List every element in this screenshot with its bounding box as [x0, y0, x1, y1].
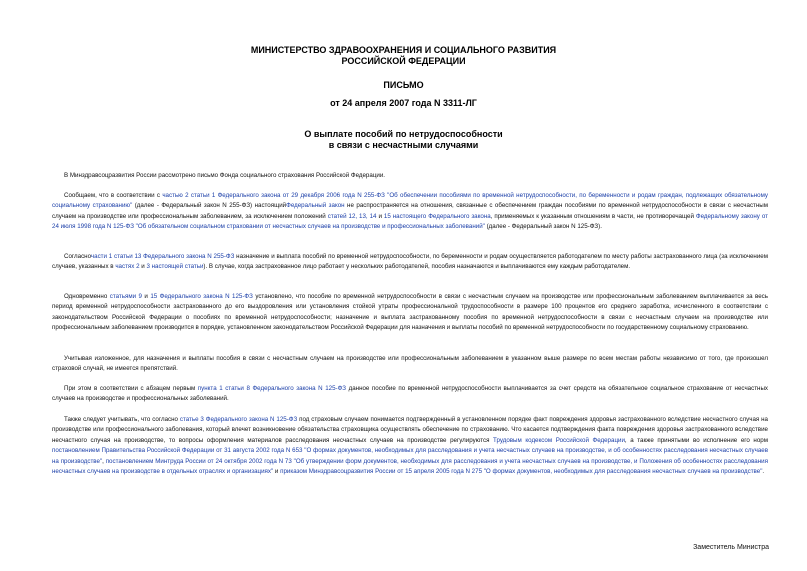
document-type: ПИСЬМО [383, 80, 424, 90]
text: не распространяется на отношения, связанные с обеспечением граждан пособиями по временной нетрудоспособности в связи с несчастным случаем на производстве или профессиональным заболеванием, за исключением положений [52, 202, 769, 220]
text: и [376, 212, 384, 220]
paragraph-5: Учитывая изложенное, для назначения и выплаты пособия в связи с несчастным случаем на производстве или профессиональным заболеванием в указанном выше размере по всем местам работы независимо от того, где произошел страховой случай, не имеется препятствий. [52, 355, 768, 373]
paragraph-1: В Минздравсоцразвития России рассмотрено письмо Фонда социального страхования Российской Федерации. [64, 172, 385, 179]
law-link[interactable]: приказом Минздравсоцразвития России от 15 апреля 2005 года N 275 "О формах документов, необходимых для расследования несчастных случаев на производстве" [280, 468, 763, 476]
text: , применяемых к указанным отношениям в части, не противоречащей [490, 212, 696, 220]
law-link[interactable]: статей 12, 13, 14 [327, 212, 377, 220]
ministry-line-1: МИНИСТЕРСТВО ЗДРАВООХРАНЕНИЯ И СОЦИАЛЬНОГО РАЗВИТИЯ [250, 45, 557, 55]
text: и [273, 468, 281, 476]
law-link[interactable]: частях 2 [115, 263, 140, 271]
law-link[interactable]: пункта 1 статьи 8 Федерального закона N 125-ФЗ [197, 385, 347, 392]
signature: Заместитель Министра [693, 544, 769, 551]
text: Также следует учитывать, что согласно [64, 416, 180, 423]
text: и [141, 293, 151, 300]
text: назначение и выплата пособий по временной нетрудоспособности, по беременности и родам осуществляется работодателем по месту работы застрахованного лица (за исключением случаев, указанных в [52, 253, 768, 271]
law-link[interactable]: постановлением Правительства Российской Федерации от 31 августа 2002 года N 653 "О формах документов, необходимых для расследования и учета несчастных случаев на производстве, и об особенностях расследования несчастных случаев на производстве" [52, 447, 768, 465]
subject-line-2: в связи с несчастными случаями [328, 140, 479, 150]
paragraph-6 [52, 384, 768, 405]
text: Одновременно [64, 293, 110, 300]
document-subject [120, 129, 687, 151]
paragraph-2 [52, 191, 768, 233]
text: установлено, что пособие по временной нетрудоспособности в связи с несчастным случаем на производстве или профессиональным заболеванием выплачивается за весь период временной нетрудоспособности застрахованного до его выздоровления или установления стойкой утраты профессиональной трудоспособности в размере 100 процентов его среднего заработка, исчисленного в соответствии с законодательством Российской Федерации о пособиях по временной нетрудоспособности; назначение и выплата застрахованному пособия по временной нетрудоспособности в связи с несчастным случаем на производстве или профессиональным заболеванием производится в порядке, установленном законодательством Российской Федерации для назначения и выплаты пособий по временной нетрудоспособности по государственному социальному страхованию. [52, 293, 768, 332]
law-link[interactable]: частью 2 статьи 1 Федерального закона от 29 декабря 2006 года N 255-ФЗ "Об обеспечении пособиями по временной нетрудоспособности, по беременности и родам граждан, подлежащих обязательному социальному страхованию" [52, 192, 768, 210]
law-link[interactable]: Федеральному закону от 24 июля 1998 года N 125-ФЗ "Об обязательном социальном страховании от несчастных случаев на производстве и профессиональных заболеваний" [52, 212, 768, 231]
law-link[interactable]: Трудовым кодексом Российской Федерации [493, 436, 625, 444]
text: Сообщаем, что в соответствии с [64, 192, 163, 199]
text: (далее - Федеральный закон N 125-ФЗ). [484, 223, 602, 231]
text: данное пособие по временной нетрудоспособности выплачивается за счет средств на обязательное социальное страхование от несчастных случаев на производстве и профессиональных заболеваний. [52, 385, 768, 403]
text: При этом в соответствии с абзацем первым [64, 385, 198, 392]
law-link[interactable]: постановлением Минтруда России от 24 октября 2002 года N 73 "Об утверждении форм документов, необходимых для расследования и учета несчастных случаев на производстве, и Положения об особенностях расследования несчастных случаев на производстве в отдельных отраслях и организациях" [52, 457, 768, 476]
law-link[interactable]: части 1 статьи 13 Федерального закона N 255-ФЗ [90, 253, 235, 260]
ministry-heading [120, 45, 687, 67]
text: под страховым случаем понимается подтвержденный в установленном порядке факт повреждения здоровья застрахованного вследствие несчастного случая на производстве или профессионального заболевания, который влечет возникновение обязательства страховщика осуществлять обеспечение по страхованию. Что касается подтверждения факта повреждения здоровья застрахованного вследствие несчастного случая на производстве, то вопросы оформления материалов расследования несчастных случаев на производстве регулируются [52, 416, 769, 444]
law-link[interactable]: статье 3 Федерального закона N 125-ФЗ [179, 416, 298, 423]
paragraph-4 [52, 292, 768, 334]
paragraph-7 [52, 415, 768, 477]
text: , [102, 457, 106, 465]
law-link[interactable]: Федеральный закон [286, 202, 345, 210]
document-date-number: от 24 апреля 2007 года N 3311-ЛГ [330, 98, 477, 108]
text: (далее - Федеральный закон N 255-ФЗ) настоящий [132, 202, 287, 210]
text: , а также принятыми во исполнение его норм [624, 436, 768, 444]
text: и [139, 263, 147, 271]
law-link[interactable]: 15 Федерального закона N 125-ФЗ [150, 293, 253, 300]
text: Согласно [64, 253, 91, 260]
law-link[interactable]: 15 настоящего Федерального закона [383, 212, 491, 220]
text: . [762, 468, 765, 476]
subject-line-1: О выплате пособий по нетрудоспособности [304, 129, 503, 139]
paragraph-3 [52, 252, 768, 273]
text: ). В случае, когда застрахованное лицо работает у нескольких работодателей, пособия назначаются и выплачиваются ему каждым работодателем. [203, 263, 631, 271]
law-link[interactable]: статьями 9 [109, 293, 142, 300]
ministry-line-2: РОССИЙСКОЙ ФЕДЕРАЦИИ [341, 56, 466, 66]
law-link[interactable]: 3 настоящей статьи [146, 263, 204, 271]
